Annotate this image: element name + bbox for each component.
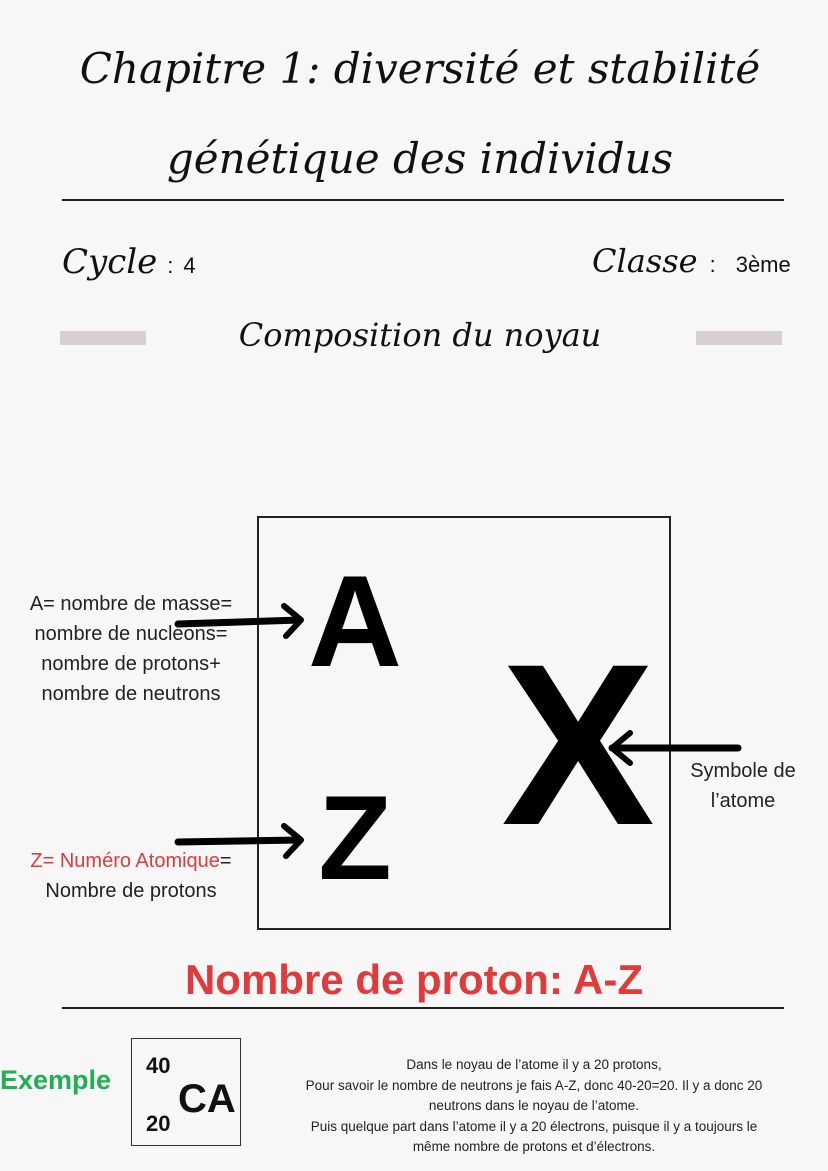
classe-value: 3ème xyxy=(735,252,791,277)
atomic-number-symbol: Z xyxy=(318,771,392,905)
classe-label: Classe xyxy=(592,242,698,280)
example-line: Puis quelque part dans l’atome il y a 20 électrons, puisque il y a toujours le xyxy=(310,1118,758,1134)
example-label: Exemple xyxy=(0,1065,112,1095)
atomic-number-meaning: Nombre de protons xyxy=(45,880,217,902)
page-title-line-1: Chapitre 1: diversité et stabilité xyxy=(79,44,761,93)
classe-separator: : xyxy=(709,252,716,277)
mass-def-line: A= nombre de masse= xyxy=(29,593,233,615)
example-nuclide-box xyxy=(131,1038,241,1146)
mass-number-definition xyxy=(0,589,262,709)
proton-formula: Nombre de proton: A-Z xyxy=(184,956,644,1003)
section-title: Composition du noyau xyxy=(238,316,602,354)
element-def-line: Symbole de xyxy=(690,760,796,782)
cycle-label: Cycle xyxy=(62,242,158,282)
element-symbol-definition xyxy=(672,756,814,816)
example-mass-number: 40 xyxy=(146,1053,171,1078)
mass-def-line: nombre de protons+ xyxy=(41,653,221,675)
example-explanation xyxy=(242,1055,826,1158)
mass-number-symbol: A xyxy=(308,548,402,694)
cycle-separator: : xyxy=(167,253,174,278)
element-symbol: X xyxy=(501,616,655,873)
mass-def-line: nombre de nucléons= xyxy=(34,623,228,645)
atomic-number-equals: = xyxy=(219,850,232,872)
example-element-symbol: CA xyxy=(178,1077,236,1121)
arrow-to-z xyxy=(178,840,300,842)
element-def-line: l’atome xyxy=(710,790,776,812)
example-line: même nombre de protons et d’électrons. xyxy=(412,1139,656,1154)
example-line: neutrons dans le noyau de l’atome. xyxy=(428,1098,640,1113)
atomic-number-term: Z= Numéro Atomique xyxy=(30,850,220,872)
page-title-line-2: génétique des individus xyxy=(166,134,674,183)
example-line: Pour savoir le nombre de neutrons je fais A-Z, donc 40-20=20. Il y a donc 20 xyxy=(305,1077,763,1093)
cycle-value: 4 xyxy=(183,253,196,278)
example-atomic-number: 20 xyxy=(146,1111,171,1136)
example-line: Dans le noyau de l’atome il y a 20 protons, xyxy=(406,1057,662,1072)
formula-divider xyxy=(62,1007,784,1009)
atomic-number-definition xyxy=(0,846,262,906)
mass-def-line: nombre de neutrons xyxy=(41,683,221,705)
